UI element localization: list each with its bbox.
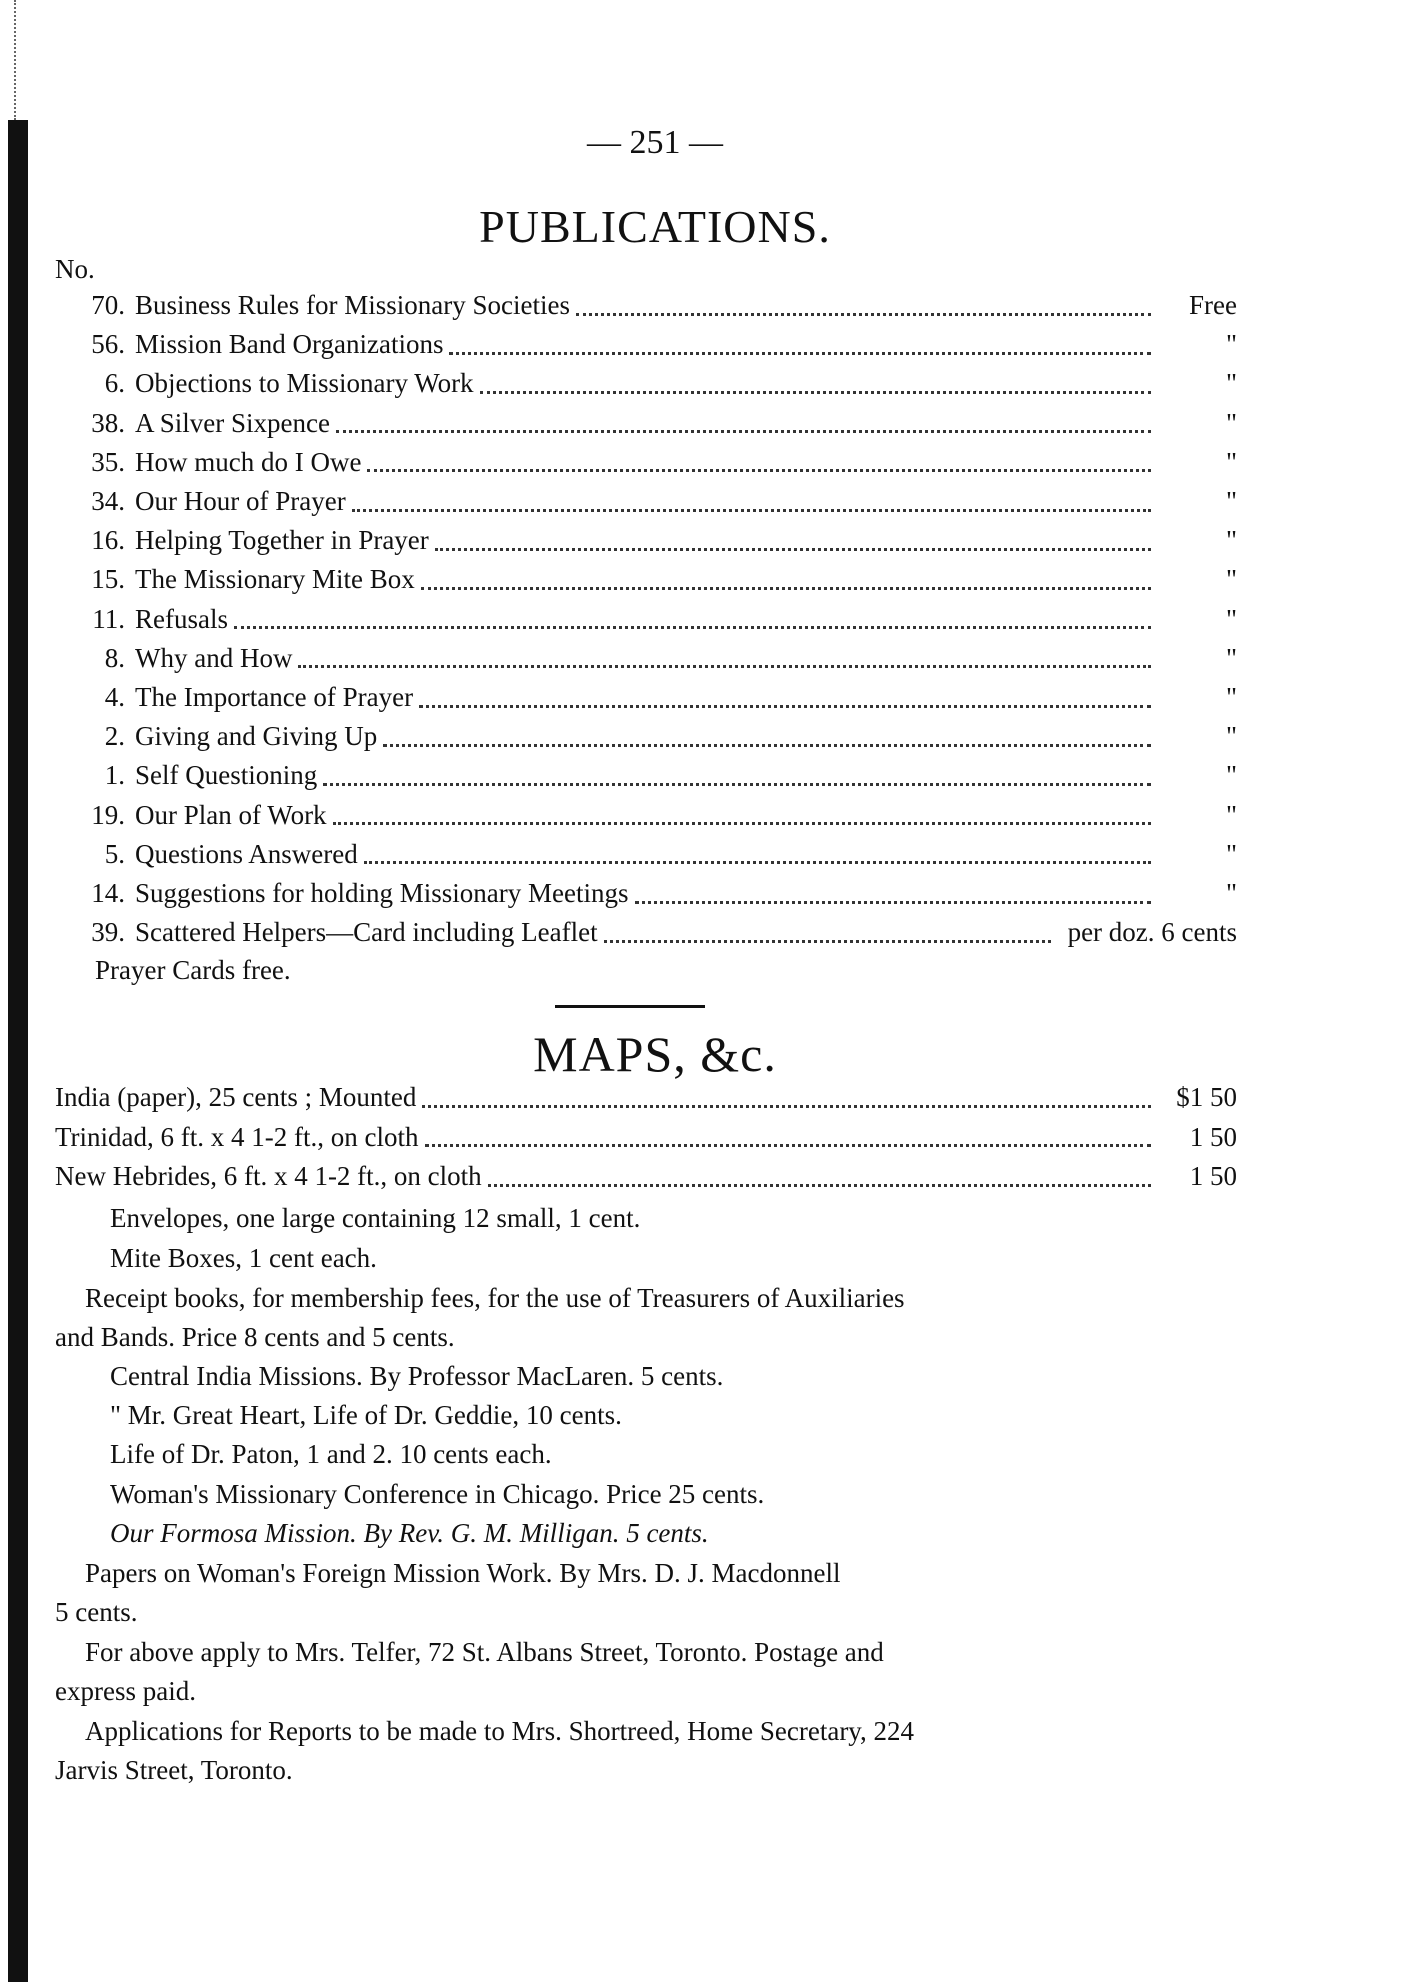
dot-leader [336,422,1151,433]
publication-number: 4. [104,682,125,712]
publication-number: 11. [92,603,125,634]
dot-leader [422,1097,1151,1108]
publication-title: A Silver Sixpence [135,407,330,438]
publication-price: " [1225,407,1237,438]
scan-edge-marks [14,0,26,120]
publication-number: 35. [91,446,125,477]
number-column-label: No. [55,254,95,284]
publication-row [55,682,1237,722]
publication-number: 6. [104,368,125,399]
receipt-books-line-1: Receipt books, for membership fees, for the use of Treasurers of Auxiliaries [85,1283,905,1313]
publication-number: 16. [91,525,125,556]
dot-leader [635,893,1152,904]
publication-price: " [1225,525,1237,556]
prayer-cards-note: Prayer Cards free. [95,955,291,985]
dot-leader [234,618,1151,629]
publication-price: " [1225,564,1237,595]
dot-leader [488,1176,1151,1187]
publication-number: 19. [91,799,125,830]
publication-title: The Importance of Prayer [135,682,414,712]
dot-leader [419,697,1151,708]
publication-row [55,800,1237,840]
publication-number: 5. [104,838,125,869]
receipt-books-line-2: and Bands. Price 8 cents and 5 cents. [55,1322,455,1352]
publication-row [55,721,1237,761]
publication-row [55,878,1237,918]
publication-title: Mission Band Organizations [135,329,444,360]
publication-row [55,447,1237,487]
publication-row [55,408,1237,448]
publication-title: Giving and Giving Up [135,721,378,752]
great-heart-note: " Mr. Great Heart, Life of Dr. Geddie, 10 cents. [110,1400,622,1430]
dot-leader [367,461,1151,472]
publication-title: The Missionary Mite Box [135,564,415,595]
maps-heading: MAPS, &c. [533,1026,777,1082]
publication-title: Our Hour of Prayer [135,486,346,516]
publication-price: " [1225,760,1237,791]
publication-title: How much do I Owe [135,446,362,477]
apply-line-1: For above apply to Mrs. Telfer, 72 St. Albans Street, Toronto. Postage and [85,1637,884,1667]
publication-row [55,643,1237,683]
publication-price: per doz. 6 cents [1067,917,1237,948]
dot-leader [333,814,1151,825]
publication-number: 8. [104,642,125,673]
publication-row [55,486,1237,526]
central-india-note: Central India Missions. By Professor MacLaren. 5 cents. [110,1361,724,1391]
publication-title: Our Plan of Work [135,799,327,830]
papers-line-1: Papers on Woman's Foreign Mission Work. By Mrs. D. J. Macdonnell [85,1558,841,1588]
publication-price: " [1225,486,1237,516]
publication-price: " [1225,603,1237,634]
publication-price: " [1225,721,1237,752]
publication-price: " [1225,642,1237,673]
papers-line-2: 5 cents. [55,1597,138,1627]
dot-leader [604,932,1051,943]
map-row [55,1082,1237,1122]
dot-leader [421,579,1151,590]
reports-line-2: Jarvis Street, Toronto. [55,1755,293,1785]
dot-leader [449,344,1151,355]
publication-price: " [1225,799,1237,830]
publication-price: " [1225,838,1237,869]
publication-number: 56. [91,329,125,360]
publication-title: Objections to Missionary Work [135,368,474,399]
publication-title: Questions Answered [135,838,358,869]
dot-leader [425,1136,1152,1147]
publication-price: Free [1189,290,1237,320]
map-price: 1 50 [1189,1161,1237,1191]
publication-title: Scattered Helpers—Card including Leaflet [135,917,598,948]
publication-number: 39. [91,917,125,948]
publication-row [55,290,1237,330]
publication-price: " [1225,446,1237,477]
map-price: 1 50 [1189,1121,1237,1152]
dot-leader [323,775,1151,786]
publication-row [55,839,1237,879]
dot-leader [435,540,1151,551]
formosa-note: Our Formosa Mission. By Rev. G. M. Milligan. 5 cents. [110,1518,709,1548]
envelopes-note: Envelopes, one large containing 12 small, 1 cent. [110,1203,641,1233]
reports-line-1: Applications for Reports to be made to Mrs. Shortreed, Home Secretary, 224 [85,1716,915,1746]
publication-number: 14. [91,878,125,908]
dot-leader [298,657,1151,668]
publication-title: Self Questioning [135,760,318,791]
publication-number: 1. [104,760,125,791]
publication-title: Why and How [135,642,293,673]
publication-price: " [1225,682,1237,712]
publication-number: 70. [91,290,125,320]
dot-leader [383,736,1151,747]
scan-binding-edge [8,120,28,1982]
publication-number: 34. [91,486,125,516]
publication-row [55,564,1237,604]
apply-line-2: express paid. [55,1676,196,1706]
section-divider [555,1005,705,1008]
dot-leader [480,383,1151,394]
map-price: $1 50 [1176,1082,1237,1112]
publications-heading: PUBLICATIONS. [479,201,831,252]
document-page [55,0,1255,1982]
publication-row [55,368,1237,408]
publication-row [55,329,1237,369]
publication-price: " [1225,878,1237,908]
publication-number: 2. [104,721,125,752]
publication-title: Business Rules for Missionary Societies [135,290,570,320]
map-row [55,1161,1237,1201]
map-row [55,1122,1237,1162]
publication-number: 15. [91,564,125,595]
publication-title: Refusals [135,603,228,634]
map-title: India (paper), 25 cents ; Mounted [55,1082,417,1112]
publication-price: " [1225,329,1237,360]
publication-title: Helping Together in Prayer [135,525,429,556]
conference-note: Woman's Missionary Conference in Chicago. Price 25 cents. [110,1479,765,1509]
publication-title: Suggestions for holding Missionary Meetings [135,878,629,908]
map-title: New Hebrides, 6 ft. x 4 1-2 ft., on cloth [55,1161,482,1191]
mite-boxes-note: Mite Boxes, 1 cent each. [110,1243,377,1273]
dot-leader [352,501,1151,512]
publication-row [55,604,1237,644]
page-number: — 251 — [587,124,723,161]
map-title: Trinidad, 6 ft. x 4 1-2 ft., on cloth [55,1121,419,1152]
paton-note: Life of Dr. Paton, 1 and 2. 10 cents each. [110,1439,552,1469]
publication-price: " [1225,368,1237,399]
publication-row [55,525,1237,565]
dot-leader [576,305,1151,316]
publication-number: 38. [91,407,125,438]
dot-leader [364,853,1151,864]
publication-row [55,917,1237,957]
publication-row [55,760,1237,800]
